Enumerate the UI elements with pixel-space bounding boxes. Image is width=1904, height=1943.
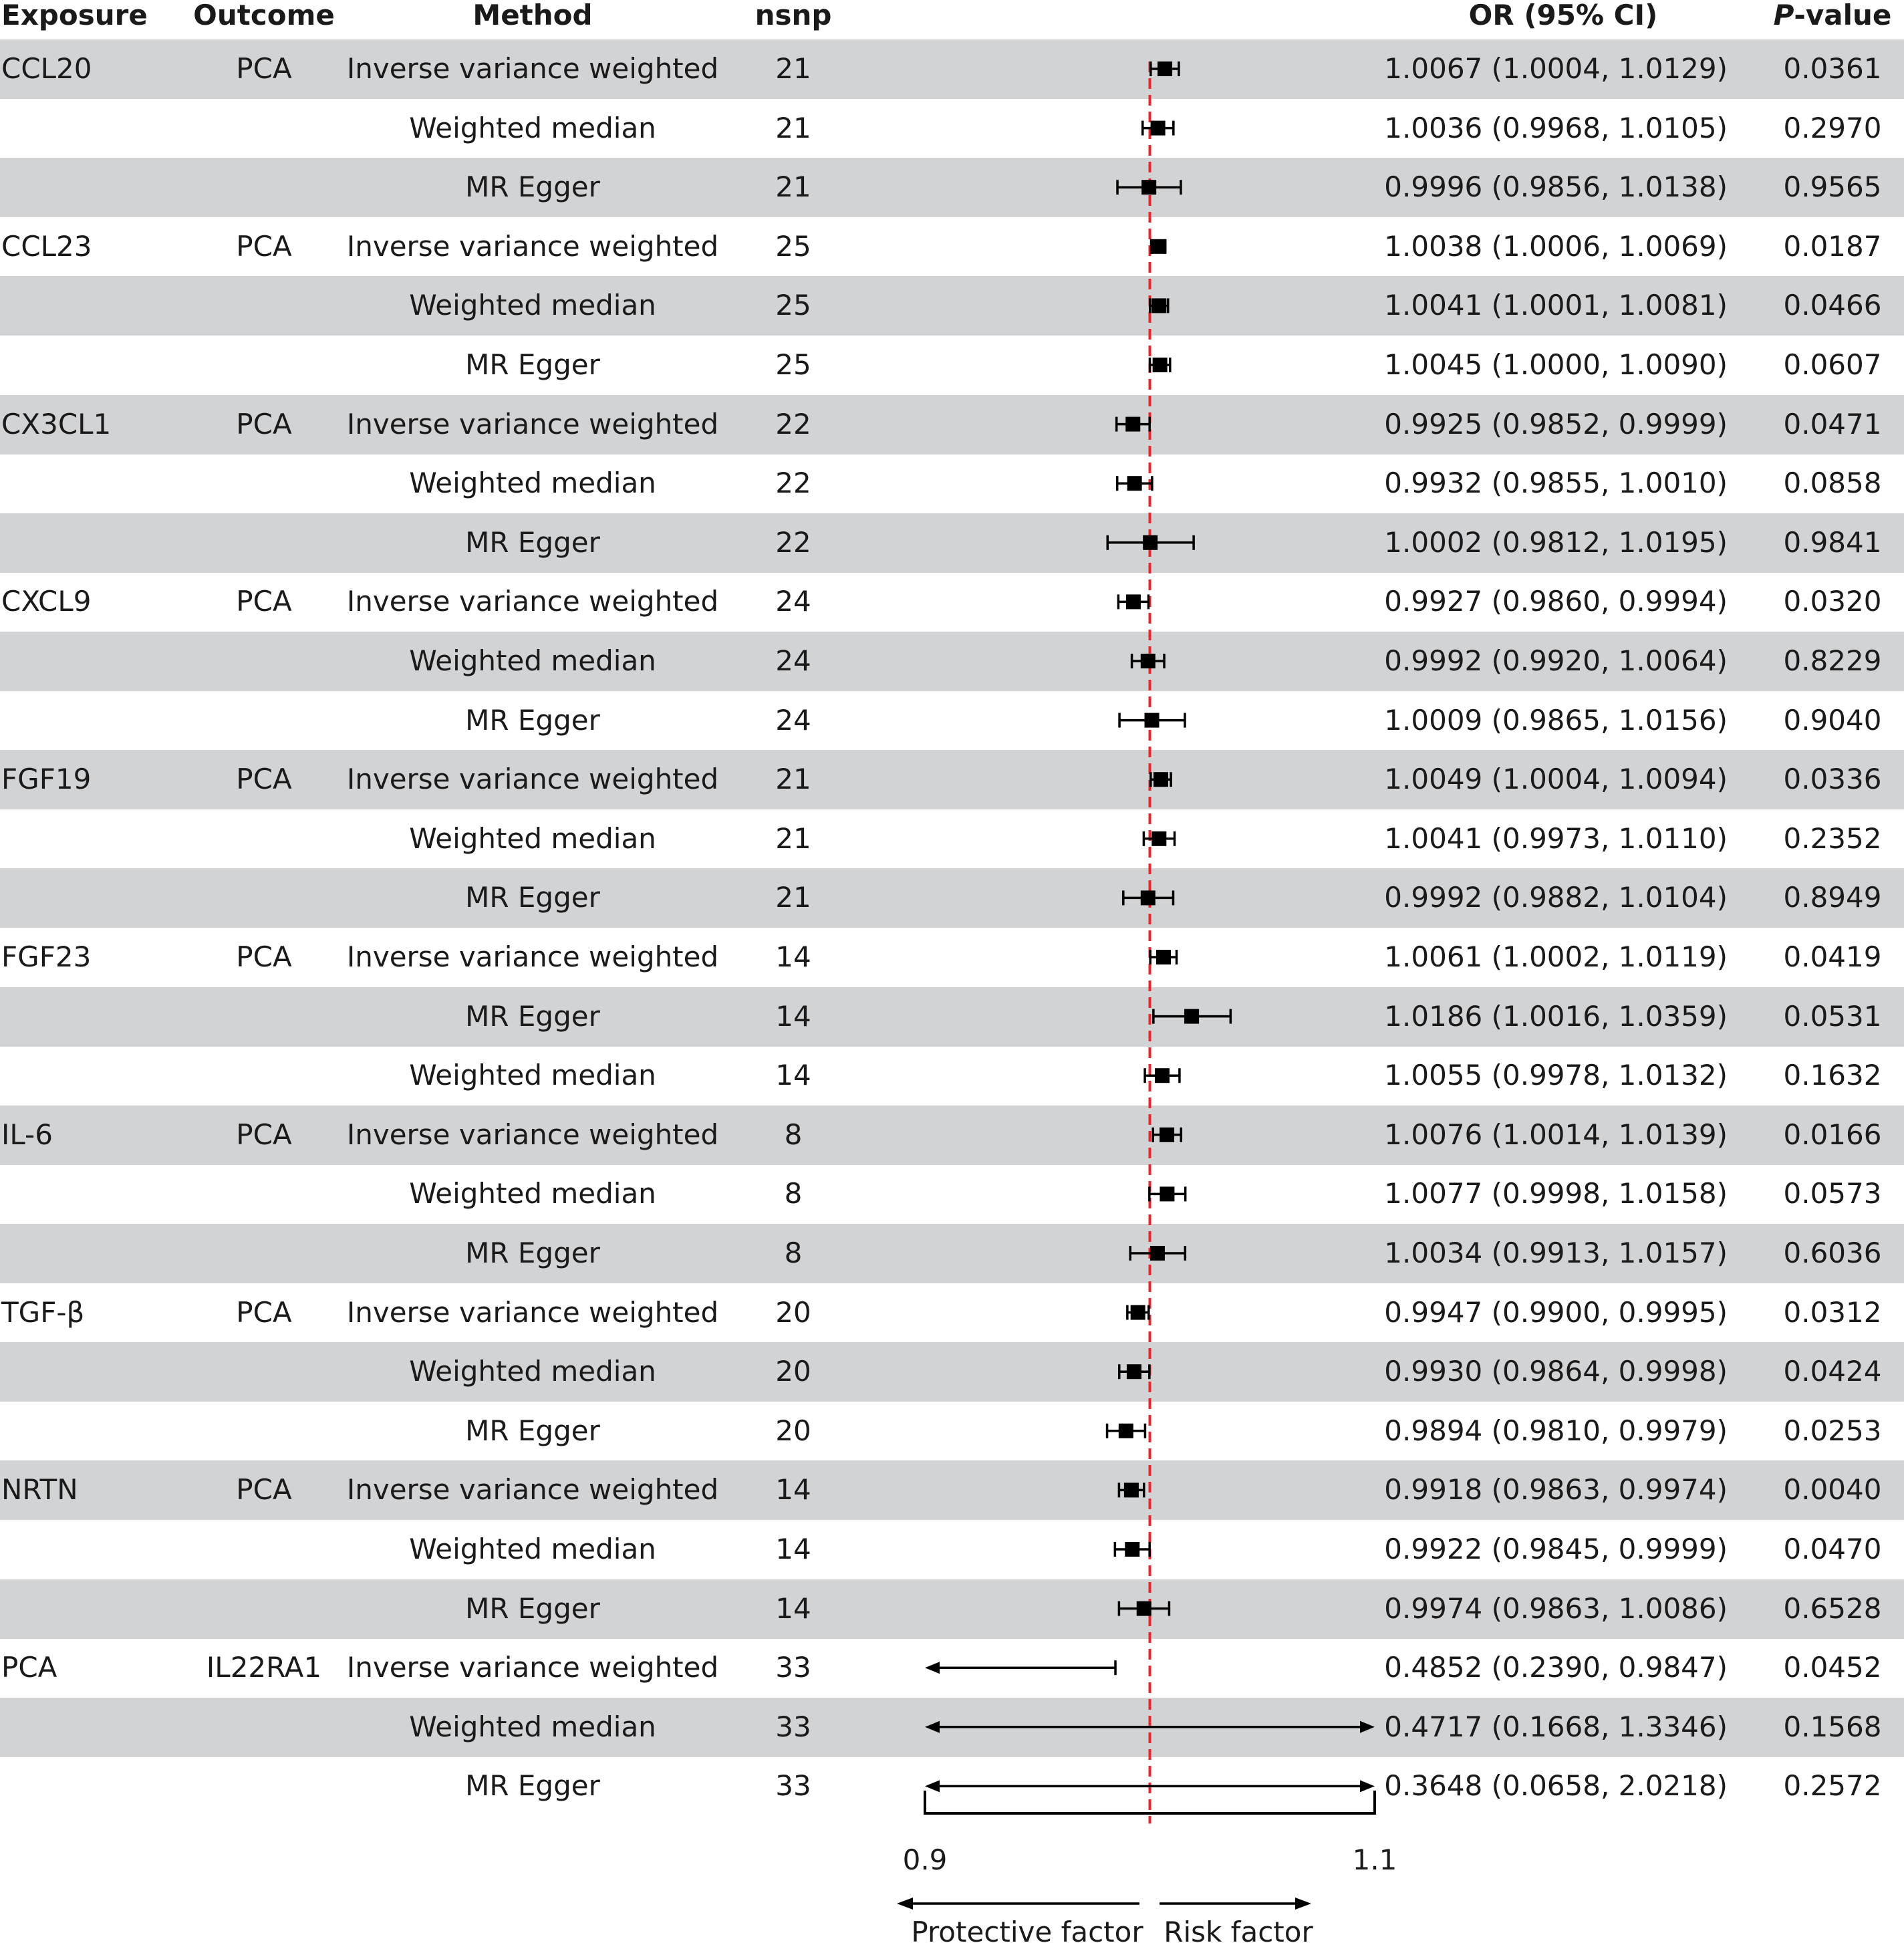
nsnp-cell: 14 bbox=[775, 940, 811, 973]
p-value-cell: 0.0419 bbox=[1783, 940, 1882, 973]
p-value-cell: 0.0336 bbox=[1783, 763, 1882, 796]
outcome-cell: PCA bbox=[236, 229, 292, 263]
method-cell: MR Egger bbox=[465, 881, 600, 914]
or-ci-cell: 1.0036 (0.9968, 1.0105) bbox=[1384, 111, 1728, 144]
nsnp-cell: 33 bbox=[775, 1651, 811, 1684]
outcome-cell: PCA bbox=[236, 1473, 292, 1507]
header-nsnp: nsnp bbox=[755, 0, 832, 31]
protective-factor-label: Protective factor bbox=[911, 1916, 1143, 1943]
nsnp-cell: 8 bbox=[784, 1177, 803, 1210]
nsnp-cell: 24 bbox=[775, 703, 811, 737]
method-cell: MR Egger bbox=[465, 703, 600, 737]
protective-arrow-head bbox=[897, 1898, 913, 1910]
nsnp-cell: 24 bbox=[775, 644, 811, 677]
p-value-cell: 0.9841 bbox=[1783, 525, 1882, 559]
exposure-cell: IL-6 bbox=[1, 1118, 53, 1151]
header-outcome: Outcome bbox=[193, 0, 335, 31]
nsnp-cell: 21 bbox=[775, 111, 811, 144]
or-ci-cell: 1.0045 (1.0000, 1.0090) bbox=[1384, 348, 1728, 381]
exposure-cell: NRTN bbox=[1, 1473, 78, 1507]
nsnp-cell: 8 bbox=[784, 1237, 803, 1269]
p-value-cell: 0.0531 bbox=[1783, 999, 1882, 1033]
or-ci-cell: 1.0061 (1.0002, 1.0119) bbox=[1384, 940, 1728, 973]
or-ci-cell: 0.4717 (0.1668, 1.3346) bbox=[1384, 1710, 1728, 1743]
p-value-cell: 0.0187 bbox=[1783, 229, 1882, 263]
exposure-cell: CX3CL1 bbox=[1, 407, 112, 440]
method-cell: Weighted median bbox=[409, 644, 656, 677]
p-value-cell: 0.6036 bbox=[1783, 1237, 1882, 1269]
exposure-cell: CCL23 bbox=[1, 229, 92, 263]
method-cell: Weighted median bbox=[409, 821, 656, 855]
or-ci-cell: 1.0076 (1.0014, 1.0139) bbox=[1384, 1118, 1728, 1151]
header-p-italic: P bbox=[1773, 0, 1794, 31]
method-cell: Weighted median bbox=[409, 1059, 656, 1092]
or-ci-cell: 0.9925 (0.9852, 0.9999) bbox=[1384, 407, 1728, 440]
exposure-cell: FGF23 bbox=[1, 940, 92, 973]
outcome-cell: IL22RA1 bbox=[206, 1651, 322, 1684]
header-p-rest: -value bbox=[1794, 0, 1892, 31]
method-cell: Inverse variance weighted bbox=[346, 407, 719, 440]
outcome-cell: PCA bbox=[236, 52, 292, 85]
nsnp-cell: 21 bbox=[775, 763, 811, 796]
point-estimate bbox=[1126, 594, 1141, 609]
p-value-cell: 0.1632 bbox=[1783, 1059, 1882, 1092]
method-cell: Inverse variance weighted bbox=[346, 1473, 719, 1507]
method-cell: MR Egger bbox=[465, 1769, 600, 1803]
point-estimate bbox=[1131, 1305, 1145, 1320]
method-cell: Inverse variance weighted bbox=[346, 763, 719, 796]
p-value-cell: 0.0470 bbox=[1783, 1533, 1882, 1565]
p-value-cell: 0.0471 bbox=[1783, 407, 1882, 440]
point-estimate bbox=[1125, 417, 1140, 432]
outcome-cell: PCA bbox=[236, 940, 292, 973]
method-cell: Inverse variance weighted bbox=[346, 1651, 719, 1684]
or-ci-cell: 0.9974 (0.9863, 1.0086) bbox=[1384, 1591, 1728, 1625]
p-value-cell: 0.9565 bbox=[1783, 170, 1882, 204]
or-ci-cell: 1.0049 (1.0004, 1.0094) bbox=[1384, 763, 1728, 796]
nsnp-cell: 24 bbox=[775, 585, 811, 618]
point-estimate bbox=[1150, 1246, 1165, 1261]
point-estimate bbox=[1153, 358, 1168, 372]
p-value-cell: 0.0166 bbox=[1783, 1118, 1882, 1151]
or-ci-cell: 1.0009 (0.9865, 1.0156) bbox=[1384, 703, 1728, 737]
point-estimate bbox=[1153, 772, 1168, 787]
p-value-cell: 0.0320 bbox=[1783, 585, 1882, 618]
or-ci-cell: 1.0038 (1.0006, 1.0069) bbox=[1384, 229, 1728, 263]
point-estimate bbox=[1119, 1424, 1133, 1438]
point-estimate bbox=[1145, 713, 1160, 728]
nsnp-cell: 25 bbox=[775, 289, 811, 322]
method-cell: Inverse variance weighted bbox=[346, 940, 719, 973]
nsnp-cell: 14 bbox=[775, 1591, 811, 1625]
nsnp-cell: 14 bbox=[775, 1533, 811, 1565]
method-cell: Weighted median bbox=[409, 1177, 656, 1210]
ci-arrow-left bbox=[925, 1662, 940, 1674]
outcome-cell: PCA bbox=[236, 585, 292, 618]
p-value-cell: 0.0452 bbox=[1783, 1651, 1882, 1684]
method-cell: MR Egger bbox=[465, 170, 600, 204]
nsnp-cell: 14 bbox=[775, 1473, 811, 1507]
p-value-cell: 0.0361 bbox=[1783, 52, 1882, 85]
or-ci-cell: 0.9996 (0.9856, 1.0138) bbox=[1384, 170, 1728, 204]
or-ci-cell: 1.0055 (0.9978, 1.0132) bbox=[1384, 1059, 1728, 1092]
point-estimate bbox=[1125, 1542, 1139, 1557]
header-or-ci: OR (95% CI) bbox=[1468, 0, 1658, 31]
nsnp-cell: 33 bbox=[775, 1769, 811, 1803]
x-tick-label: 1.1 bbox=[1352, 1843, 1397, 1876]
method-cell: MR Egger bbox=[465, 999, 600, 1033]
p-value-cell: 0.0466 bbox=[1783, 289, 1882, 322]
p-value-cell: 0.0424 bbox=[1783, 1355, 1882, 1388]
point-estimate bbox=[1155, 1068, 1170, 1083]
method-cell: Weighted median bbox=[409, 467, 656, 500]
or-ci-cell: 0.9947 (0.9900, 0.9995) bbox=[1384, 1295, 1728, 1329]
nsnp-cell: 21 bbox=[775, 881, 811, 914]
or-ci-cell: 1.0186 (1.0016, 1.0359) bbox=[1384, 999, 1728, 1033]
nsnp-cell: 21 bbox=[775, 170, 811, 204]
or-ci-cell: 1.0041 (1.0001, 1.0081) bbox=[1384, 289, 1728, 322]
or-ci-cell: 1.0002 (0.9812, 1.0195) bbox=[1384, 525, 1728, 559]
ci-arrow-left bbox=[925, 1780, 940, 1792]
p-value-cell: 0.0573 bbox=[1783, 1177, 1882, 1210]
p-value-cell: 0.6528 bbox=[1783, 1591, 1882, 1625]
p-value-cell: 0.2352 bbox=[1783, 821, 1882, 855]
nsnp-cell: 22 bbox=[775, 407, 811, 440]
or-ci-cell: 0.9922 (0.9845, 0.9999) bbox=[1384, 1533, 1728, 1565]
method-cell: MR Egger bbox=[465, 1237, 600, 1269]
ci-arrow-left bbox=[925, 1721, 940, 1733]
p-value-cell: 0.2970 bbox=[1783, 111, 1882, 144]
exposure-cell: CCL20 bbox=[1, 52, 92, 85]
nsnp-cell: 14 bbox=[775, 999, 811, 1033]
method-cell: MR Egger bbox=[465, 1414, 600, 1447]
point-estimate bbox=[1127, 476, 1142, 491]
nsnp-cell: 20 bbox=[775, 1355, 811, 1388]
method-cell: Inverse variance weighted bbox=[346, 229, 719, 263]
header-exposure: Exposure bbox=[1, 0, 148, 31]
method-cell: MR Egger bbox=[465, 525, 600, 559]
outcome-cell: PCA bbox=[236, 763, 292, 796]
or-ci-cell: 1.0077 (0.9998, 1.0158) bbox=[1384, 1177, 1728, 1210]
point-estimate bbox=[1151, 239, 1166, 254]
point-estimate bbox=[1151, 298, 1166, 313]
exposure-cell: FGF19 bbox=[1, 763, 92, 796]
outcome-cell: PCA bbox=[236, 1295, 292, 1329]
nsnp-cell: 20 bbox=[775, 1295, 811, 1329]
p-value-cell: 0.8229 bbox=[1783, 644, 1882, 677]
outcome-cell: PCA bbox=[236, 1118, 292, 1151]
ci-arrow-right bbox=[1360, 1780, 1375, 1792]
p-value-cell: 0.0312 bbox=[1783, 1295, 1882, 1329]
or-ci-cell: 1.0067 (1.0004, 1.0129) bbox=[1384, 52, 1728, 85]
method-cell: Inverse variance weighted bbox=[346, 585, 719, 618]
or-ci-cell: 0.9930 (0.9864, 0.9998) bbox=[1384, 1355, 1728, 1388]
nsnp-cell: 21 bbox=[775, 52, 811, 85]
p-value-cell: 0.0858 bbox=[1783, 467, 1882, 500]
exposure-cell: TGF-β bbox=[1, 1295, 85, 1329]
or-ci-cell: 0.9894 (0.9810, 0.9979) bbox=[1384, 1414, 1728, 1447]
nsnp-cell: 8 bbox=[784, 1118, 803, 1151]
or-ci-cell: 1.0041 (0.9973, 1.0110) bbox=[1384, 821, 1728, 855]
or-ci-cell: 0.9927 (0.9860, 0.9994) bbox=[1384, 585, 1728, 618]
x-tick-label: 0.9 bbox=[902, 1843, 948, 1876]
risk-factor-label: Risk factor bbox=[1164, 1916, 1313, 1943]
method-cell: Inverse variance weighted bbox=[346, 1118, 719, 1151]
or-ci-cell: 0.9932 (0.9855, 1.0010) bbox=[1384, 467, 1728, 500]
nsnp-cell: 22 bbox=[775, 525, 811, 559]
method-cell: MR Egger bbox=[465, 1591, 600, 1625]
or-ci-cell: 0.4852 (0.2390, 0.9847) bbox=[1384, 1651, 1728, 1684]
point-estimate bbox=[1141, 890, 1155, 905]
point-estimate bbox=[1141, 654, 1155, 668]
method-cell: Weighted median bbox=[409, 1355, 656, 1388]
nsnp-cell: 25 bbox=[775, 229, 811, 263]
or-ci-cell: 0.9992 (0.9920, 1.0064) bbox=[1384, 644, 1728, 677]
method-cell: Inverse variance weighted bbox=[346, 52, 719, 85]
point-estimate bbox=[1184, 1009, 1199, 1024]
point-estimate bbox=[1143, 535, 1158, 550]
p-value-cell: 0.8949 bbox=[1783, 881, 1882, 914]
method-cell: Weighted median bbox=[409, 1533, 656, 1565]
p-value-cell: 0.0253 bbox=[1783, 1414, 1882, 1447]
or-ci-cell: 0.9918 (0.9863, 0.9974) bbox=[1384, 1473, 1728, 1507]
nsnp-cell: 14 bbox=[775, 1059, 811, 1092]
point-estimate bbox=[1156, 950, 1171, 964]
method-cell: Inverse variance weighted bbox=[346, 1295, 719, 1329]
nsnp-cell: 25 bbox=[775, 348, 811, 381]
header-method: Method bbox=[472, 0, 593, 31]
method-cell: Weighted median bbox=[409, 111, 656, 144]
p-value-cell: 0.2572 bbox=[1783, 1769, 1882, 1803]
nsnp-cell: 33 bbox=[775, 1710, 811, 1743]
ci-arrow-right bbox=[1360, 1721, 1375, 1733]
p-value-cell: 0.0040 bbox=[1783, 1473, 1882, 1507]
risk-arrow-head bbox=[1295, 1898, 1311, 1910]
point-estimate bbox=[1158, 61, 1172, 76]
exposure-cell: CXCL9 bbox=[1, 585, 92, 618]
or-ci-cell: 0.3648 (0.0658, 2.0218) bbox=[1384, 1769, 1728, 1803]
point-estimate bbox=[1137, 1601, 1151, 1616]
point-estimate bbox=[1127, 1364, 1141, 1379]
outcome-cell: PCA bbox=[236, 407, 292, 440]
p-value-cell: 0.1568 bbox=[1783, 1710, 1882, 1743]
nsnp-cell: 20 bbox=[775, 1414, 811, 1447]
p-value-cell: 0.0607 bbox=[1783, 348, 1882, 381]
point-estimate bbox=[1141, 180, 1156, 195]
point-estimate bbox=[1160, 1186, 1174, 1201]
method-cell: Weighted median bbox=[409, 289, 656, 322]
nsnp-cell: 21 bbox=[775, 821, 811, 855]
or-ci-cell: 0.9992 (0.9882, 1.0104) bbox=[1384, 881, 1728, 914]
exposure-cell: PCA bbox=[1, 1651, 57, 1684]
method-cell: Weighted median bbox=[409, 1710, 656, 1743]
method-cell: MR Egger bbox=[465, 348, 600, 381]
point-estimate bbox=[1124, 1482, 1139, 1497]
p-value-cell: 0.9040 bbox=[1783, 703, 1882, 737]
point-estimate bbox=[1151, 121, 1166, 136]
or-ci-cell: 1.0034 (0.9913, 1.0157) bbox=[1384, 1237, 1728, 1269]
point-estimate bbox=[1151, 831, 1166, 846]
nsnp-cell: 22 bbox=[775, 467, 811, 500]
point-estimate bbox=[1160, 1128, 1174, 1142]
